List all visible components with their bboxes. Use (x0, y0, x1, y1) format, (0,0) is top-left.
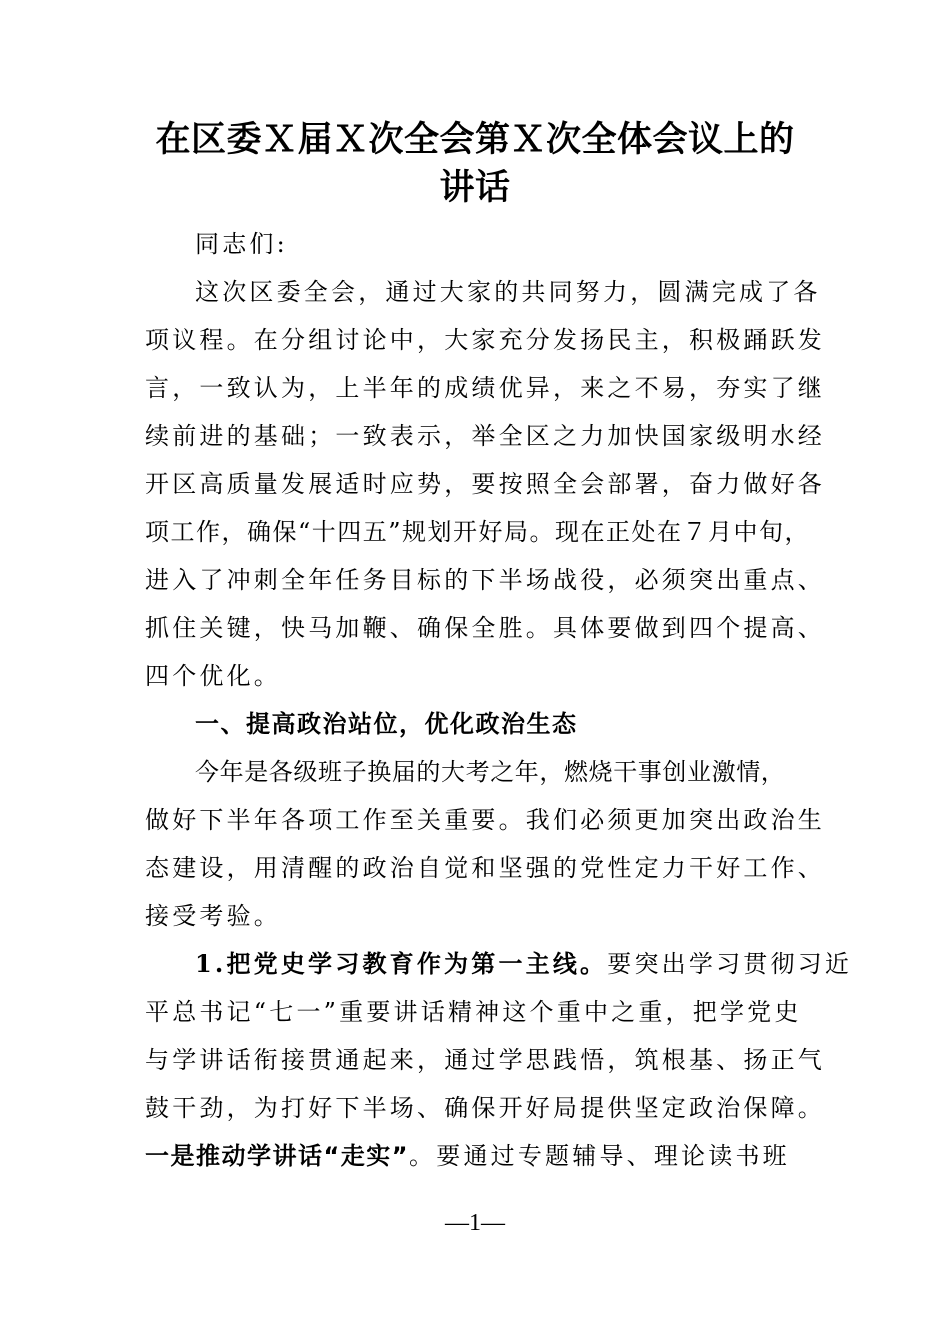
paragraph-line: 与学讲话衔接贯通起来，通过学思践悟，筑根基、扬正气 (145, 1046, 825, 1074)
point-lead-rest: 要突出学习贯彻习近 (607, 950, 853, 978)
paragraph-line: 开区高质量发展适时应势，要按照全会部署，奋力做好各 (145, 470, 825, 498)
point-lead-line (145, 940, 853, 988)
paragraph-line: 态建设，用清醒的政治自觉和坚强的党性定力干好工作、 (145, 854, 825, 882)
subpoint-bold: 一是推动学讲话“走实” (145, 1142, 410, 1170)
subpoint-rest: 。要通过专题辅导、理论读书班 (409, 1142, 790, 1170)
salutation: 同志们: (195, 230, 288, 258)
paragraph-line: 项议程。在分组讨论中，大家充分发扬民主，积极踊跃发 (145, 326, 825, 354)
document-body (145, 220, 853, 1180)
paragraph-line: 四个优化。 (145, 662, 281, 690)
paragraph-line: 言，一致认为，上半年的成绩优异，来之不易，夯实了继 (145, 374, 825, 402)
paragraph-line: 平总书记“七一”重要讲话精神这个重中之重，把学党史 (145, 998, 802, 1026)
subpoint-line (145, 1132, 835, 1180)
paragraph-line: 鼓干劲，为打好下半场、确保开好局提供坚定政治保障。 (145, 1094, 825, 1122)
paragraph-line: 进入了冲刺全年任务目标的下半场战役，必须突出重点、 (145, 566, 825, 594)
document-title-line-2: 讲话 (439, 167, 511, 208)
paragraph-line: 接受考验。 (145, 902, 281, 930)
point-bold-lead: 1.把党史学习教育作为第一主线。 (195, 949, 608, 978)
paragraph-line: 做好下半年各项工作至关重要。我们必须更加突出政治生 (145, 806, 825, 834)
paragraph-line: 今年是各级班子换届的大考之年，燃烧干事创业激情， (195, 758, 786, 786)
paragraph-line: 抓住关键，快马加鞭、确保全胜。具体要做到四个提高、 (145, 614, 825, 642)
section-heading: 一、提高政治站位，优化政治生态 (195, 710, 578, 738)
page-number: —1— (445, 1210, 505, 1236)
paragraph-line: 续前进的基础；一致表示，举全区之力加快国家级明水经 (145, 422, 825, 450)
paragraph-line: 项工作，确保“十四五”规划开好局。现在正处在７月中旬， (145, 518, 811, 546)
document-title-line-1: 在区委Ｘ届Ｘ次全会第Ｘ次全体会议上的 (155, 119, 795, 160)
paragraph-line: 这次区委全会，通过大家的共同努力，圆满完成了各 (195, 278, 821, 306)
